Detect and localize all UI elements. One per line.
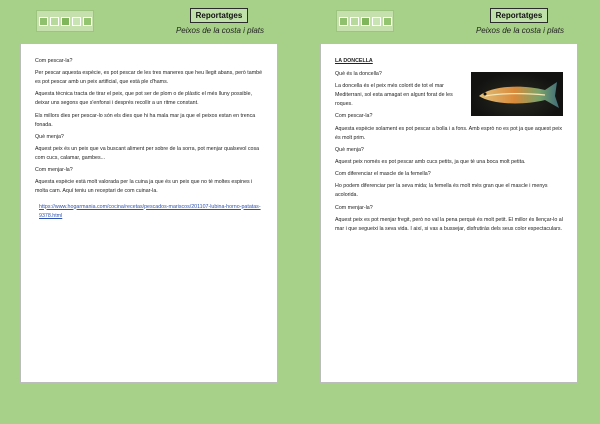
paragraph: Aquesta espècie està molt valorada per la cuina ja que és un peix que no té moltes espines i molta carn. Aquí teniu un receptari de com cuinar-la. (35, 179, 253, 195)
question-heading: Com menjar-la? (335, 204, 373, 211)
question-heading: Què menja? (335, 146, 364, 153)
fish-image-icon (471, 72, 563, 116)
section-label: Reportatges (190, 8, 248, 23)
logo-square-icon (72, 17, 81, 26)
paragraph: Aquest peix només es pot pescar amb cucs petits, ja que té una boca molt petita. (335, 158, 526, 165)
logo (36, 10, 94, 32)
right-page (320, 43, 578, 383)
paragraph: Aquesta espècie solament es pot pescar a bolla i a fons. Amb esprò no es pot ja que aquest peix és molt prim. (335, 125, 563, 141)
paragraph: Per pescar aquesta espècie, es pot pescar de les tres maneres que heu llegit abans, però també es pot pescar amb un peix artificial, que està ple d'hams. (35, 70, 263, 86)
logo-square-icon (372, 17, 381, 26)
page-subtitle: Peixos de la costa i plats (475, 26, 565, 35)
logo (336, 10, 394, 32)
logo-square-icon (350, 17, 359, 26)
logo-square-icon (383, 17, 392, 26)
paragraph: Aquest peix és un peix que va buscant aliment per sobre de la sorra, pot menjar qualsevol cosa com cucs, calamar, gambes... (35, 145, 260, 161)
question-heading: Com diferenciar el mascle de la femella? (335, 171, 431, 178)
paragraph: Aquesta tècnica tracta de tirar el peix, que pot ser de plom o de plàstic el més lluny possible, deixar uns segons que s'enfonsi i després recollir a un ritme constant. (35, 91, 252, 107)
question-heading: Què és la doncella? (335, 71, 382, 77)
paragraph: Ho podem diferenciar per la seva mida; la femella és molt més gran que el mascle i menys acolorida. (335, 183, 548, 199)
paragraph: Aquest peix es pot menjar fregit, però no val la pena perquè és molt petit. El millor és llençar-lo al mar i que segueixi la seva vida. I així, si vas a bussejar, disfrutiràs dels seus color espectaculars. (335, 216, 563, 232)
logo-square-icon (61, 17, 70, 26)
article-title: LA DONCELLA (335, 58, 373, 64)
logo-square-icon (339, 17, 348, 26)
recipe-link[interactable]: https://www.hogarmania.com/cocina/recetas/pescados-mariscos/201107-lubina-horno-patatas-9378.html (39, 203, 261, 219)
question-heading: Què menja? (35, 133, 64, 140)
right-page-spread (300, 0, 600, 424)
question-heading: Com pescar-la? (35, 58, 73, 64)
paragraph: Els millors dies per pescar-lo són els dies que hi ha mala mar ja que el peixos estan en trenca fonada. (35, 112, 256, 128)
question-heading: Com pescar-la? (335, 113, 373, 120)
paragraph: La doncella és el peix més colorit de tot el mar Mediterrani, sol esta amagat en algunt forat de les roques. (335, 83, 453, 108)
left-page (20, 43, 278, 383)
question-heading: Com menjar-la? (35, 167, 73, 174)
logo-square-icon (361, 17, 370, 26)
section-label: Reportatges (490, 8, 548, 23)
logo-square-icon (83, 17, 92, 26)
logo-square-icon (50, 17, 59, 26)
fish-photo (471, 72, 563, 116)
logo-square-icon (39, 17, 48, 26)
page-subtitle: Peixos de la costa i plats (175, 26, 265, 35)
